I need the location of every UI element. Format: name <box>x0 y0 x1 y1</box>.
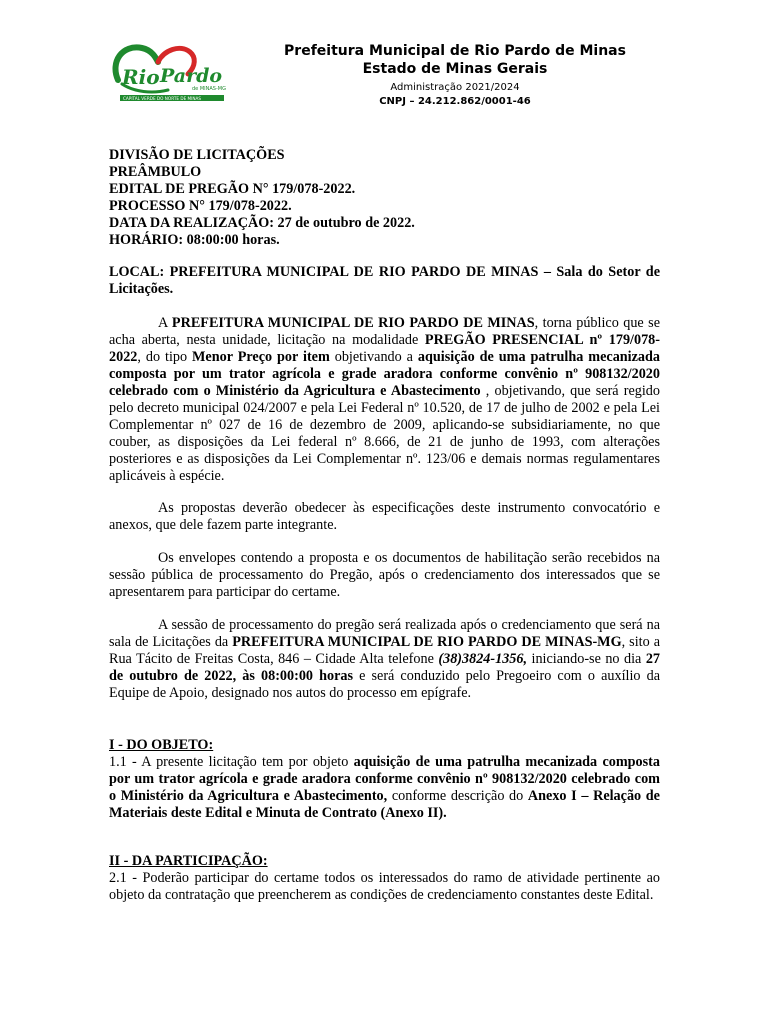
header-cnpj: CNPJ – 24.212.862/0001-46 <box>379 96 531 107</box>
header-administration: Administração 2021/2024 <box>390 82 520 93</box>
preamble-processo: PROCESSO N° 179/078-2022. <box>109 198 292 214</box>
text-run-bold: Anexo I – Relação de Materiais deste Edital e Minuta de Contrato (Anexo II). <box>109 788 660 821</box>
text-run-bold: aquisição de uma patrulha mecanizada composta por um trator agrícola e grade aradora conforme convênio nº 908132/2020 celebrado com o Ministério da Agricultura e Abastecimento <box>109 349 660 399</box>
preamble-horario: HORÁRIO: 08:00:00 horas. <box>109 232 280 248</box>
text-run: , objetivando, que será regido pelo decreto municipal 024/2007 e pela Lei Federal nº 10.520, de 17 de julho de 2002 e pela Lei Complementar nº 027 de 16 de dezembro de 2009, aplicando-se subsidiariamente, no que couber, as disposições da Lei federal nº 8.666, de 21 de junho de 1993, com alterações posteriores e as disposições da Lei Complementar nº. 123/06 e demais normas regulamentares aplicáveis à espécie. <box>109 383 660 484</box>
text-run: iniciando-se no dia <box>527 651 646 667</box>
text-run: 1.1 - A presente licitação tem por objeto <box>109 754 354 770</box>
section-participacao-title: II - DA PARTICIPAÇÃO: <box>109 853 268 869</box>
preamble-block <box>109 147 660 249</box>
section-objeto <box>109 737 660 822</box>
section-objeto-title: I - DO OBJETO: <box>109 737 214 753</box>
preamble-title: PREÂMBULO <box>109 164 202 180</box>
text-run: , do tipo <box>137 349 193 365</box>
section-objeto-text <box>109 754 660 822</box>
text-run: A sessão de processamento do pregão será realizada após o credenciamento que será na sala de Licitações da <box>109 617 660 650</box>
svg-text:Pardo: Pardo <box>160 65 223 87</box>
preamble-data: DATA DA REALIZAÇÃO: 27 de outubro de 2022. <box>109 215 415 231</box>
text-run-bold: 27 de outubro de 2022, às 08:00:00 horas <box>109 651 660 684</box>
preamble-division: DIVISÃO DE LICITAÇÕES <box>109 147 285 163</box>
letterhead <box>250 42 660 109</box>
text-run-bold: PREGÃO PRESENCIAL nº 179/078-2022 <box>109 332 660 365</box>
svg-text:CAPITAL VERDE DO NORTE DE MINA: CAPITAL VERDE DO NORTE DE MINAS <box>123 96 202 101</box>
svg-text:Rio: Rio <box>122 65 160 89</box>
rio-pardo-logo <box>108 40 232 106</box>
header-state: Estado de Minas Gerais <box>362 61 548 77</box>
preamble-edital: EDITAL DE PREGÃO N° 179/078-2022. <box>109 181 356 197</box>
header-title: Prefeitura Municipal de Rio Pardo de Minas <box>284 43 626 59</box>
envelopes-paragraph: Os envelopes contendo a proposta e os documentos de habilitação serão recebidos na sessão pública de processamento do Pregão, após o credenciamento dos interessados que se apresentarem para participar do certame. <box>109 550 660 600</box>
phone-number: (38)3824-1356, <box>438 651 528 667</box>
text-run-bold: PREFEITURA MUNICIPAL DE RIO PARDO DE MINAS <box>171 315 535 331</box>
text-run: e será conduzido pelo Pregoeiro com o auxílio da Equipe de Apoio, designado nos autos do processo em epígrafe. <box>109 668 660 701</box>
text-run-bold: PREFEITURA MUNICIPAL DE RIO PARDO DE MINAS-MG <box>232 634 622 650</box>
text-run: , sito a Rua Tácito de Freitas Costa, 846 – Cidade Alta telefone <box>109 634 661 667</box>
text-run-bold: Menor Preço por item <box>192 349 330 365</box>
text-run: conforme descrição do <box>387 788 528 804</box>
text-run-bold: aquisição de uma patrulha mecanizada composta por um trator agrícola e grade aradora conforme convênio nº 908132/2020 celebrado com o Ministério da Agricultura e Abastecimento, <box>109 754 660 804</box>
text-run: objetivando a <box>329 349 418 365</box>
session-paragraph <box>109 617 660 702</box>
intro-paragraph <box>109 315 660 485</box>
section-participacao-text: 2.1 - Poderão participar do certame todos os interessados do ramo de atividade pertinente ao objeto da contratação que preencherem as condições de credenciamento constantes deste Edital. <box>109 870 660 903</box>
svg-text:de MINAS-MG: de MINAS-MG <box>192 86 226 92</box>
local-paragraph: LOCAL: PREFEITURA MUNICIPAL DE RIO PARDO DE MINAS – Sala do Setor de Licitações. <box>109 264 660 297</box>
proposals-paragraph: As propostas deverão obedecer às especificações deste instrumento convocatório e anexos, que dele fazem parte integrante. <box>109 500 660 533</box>
section-participacao <box>109 853 660 904</box>
text-run: A <box>158 315 172 331</box>
text-run: , torna público que se acha aberta, nesta unidade, licitação na modalidade <box>109 315 660 348</box>
